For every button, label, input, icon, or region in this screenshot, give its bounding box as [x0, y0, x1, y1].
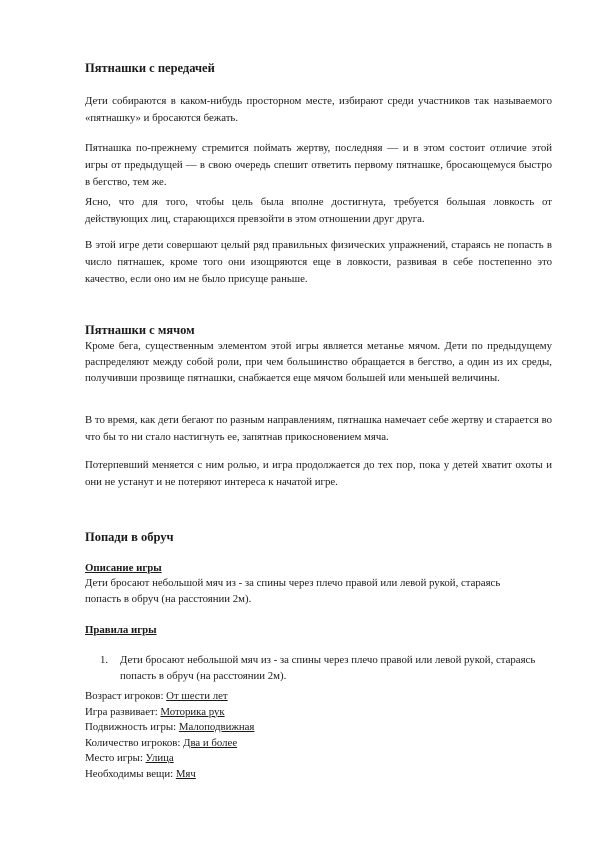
meta-row: [85, 736, 254, 752]
paragraph: В этой игре дети совершают целый ряд правильных физических упражнений, стараясь не попасть в число пятнашек, кроме того они изощряются еще в ловкости, развивая в себе постепенно это качество, если оно им не было присуще раньше.: [85, 239, 552, 285]
meta-link-age[interactable]: От шести лет: [166, 690, 228, 702]
list-number: 1.: [100, 654, 109, 666]
section-title: Пятнашки с передачей: [85, 61, 215, 75]
paragraph: Потерпевший меняется с ним ролью, и игра продолжается до тех пор, пока у детей хватит охоты и они не устанут и не потеряют интереса к начатой игре.: [85, 459, 552, 488]
paragraph: Пятнашка по-прежнему стремится поймать жертву, последняя — и в этом состоит отличие этой игры от предыдущей — в свою очередь спешит ответить первому пятнашке, бросающемуся быстро в бегство, тем же.: [85, 142, 552, 188]
meta-row: [85, 705, 254, 721]
paragraph: Ясно, что для того, чтобы цель была вполне достигнута, требуется большая ловкость от действующих лиц, старающихся превзойти в этом отношении друг друга.: [85, 196, 552, 225]
description-text: Дети бросают небольшой мяч из - за спины через плечо правой или левой рукой, стараясь попасть в обруч (на расстоянии 2м).: [85, 577, 501, 605]
paragraph: В то время, как дети бегают по разным направлениям, пятнашка намечает себе жертву и старается во что бы то ни стало настигнуть ее, запятнав прикосновением мяча.: [85, 414, 552, 443]
meta-link-players[interactable]: Два и более: [183, 736, 238, 749]
paragraph: Дети собираются в каком-нибудь просторном месте, избирают среди участников так называемого «пятнашку» и бросаются бежать.: [85, 95, 552, 124]
meta-label: Место игры:: [85, 752, 143, 764]
section-title: Пятнашки с мячом: [85, 323, 195, 337]
game-metadata: [85, 689, 254, 782]
meta-label: Количество игроков:: [85, 736, 181, 749]
meta-label: Подвижность игры:: [85, 721, 177, 733]
section-title: Попади в обруч: [85, 530, 174, 544]
meta-label: Игра развивает:: [85, 705, 158, 718]
paragraph: Кроме бега, существенным элементом этой игры является метанье мячом. Дети по предыдущему распределяют между собой роли, при чем большинство обращается в бегство, а один из их среды, получивши прозвище пятнашки, снабжается еще мячом большей или меньшей величины.: [85, 340, 552, 384]
meta-link-place[interactable]: Улица: [145, 752, 174, 764]
meta-row: [85, 689, 254, 705]
meta-link-mobility[interactable]: Малоподвижная: [178, 721, 255, 733]
meta-row: [85, 720, 254, 736]
meta-row: [85, 751, 254, 767]
meta-row: [85, 767, 254, 783]
meta-label: Необходимы вещи:: [85, 767, 174, 780]
meta-link-skill[interactable]: Моторика рук: [160, 705, 225, 718]
meta-label: Возраст игроков:: [85, 690, 164, 702]
description-heading: Описание игры: [85, 562, 162, 574]
rules-heading: Правила игры: [85, 624, 157, 636]
meta-link-items[interactable]: Мяч: [175, 767, 196, 780]
list-item: Дети бросают небольшой мяч из - за спины через плечо правой или левой рукой, стараясь попасть в обруч (на расстоянии 2м).: [120, 654, 536, 683]
rules-list: [100, 652, 540, 685]
